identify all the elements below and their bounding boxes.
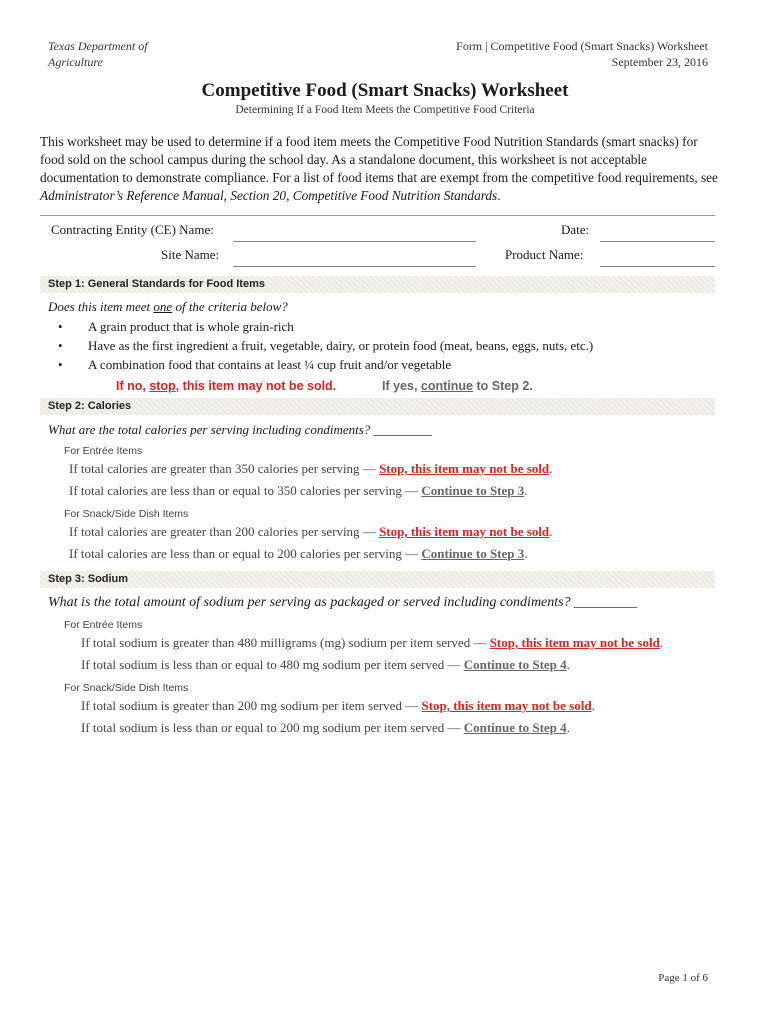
step1-question-pre: Does this item meet bbox=[48, 299, 154, 314]
step3-question: What is the total amount of sodium per serving as packaged or served including condiments? _________ bbox=[48, 595, 638, 610]
intro-reference: Administrator’s Reference Manual, Section 20, Competitive Food Nutrition Standards bbox=[40, 188, 498, 203]
form-title: Form | Competitive Food (Smart Snacks) Worksheet bbox=[456, 39, 708, 53]
period: . bbox=[524, 483, 528, 498]
period: . bbox=[591, 698, 595, 713]
continue-text: Continue to Step 3 bbox=[421, 546, 525, 561]
period: . bbox=[549, 524, 553, 539]
intro-end: . bbox=[497, 188, 501, 203]
stop-text: Stop, this item may not be sold bbox=[489, 635, 660, 650]
product-name-input[interactable] bbox=[600, 266, 715, 267]
list-item bbox=[58, 357, 451, 373]
bullet-text: A combination food that contains at least ¼ cup fruit and/or vegetable bbox=[88, 357, 452, 372]
bullet-icon: • bbox=[58, 338, 63, 353]
agency-line-1: Texas Department of bbox=[48, 39, 148, 53]
criterion-text: If total sodium is greater than 480 milligrams (mg) sodium per item served — bbox=[81, 635, 490, 650]
step2-snack-le bbox=[69, 546, 528, 562]
criterion-text: If total sodium is less than or equal to 480 mg sodium per item served — bbox=[81, 657, 464, 672]
list-item bbox=[58, 338, 593, 354]
period: . bbox=[566, 720, 570, 735]
bullet-text: A grain product that is whole grain-rich bbox=[88, 319, 294, 334]
step3-snack-gt bbox=[81, 698, 595, 714]
criterion-text: If total sodium is less than or equal to 200 mg sodium per item served — bbox=[81, 720, 461, 735]
page-number: Page 1 of 6 bbox=[658, 972, 708, 984]
date-label: Date: bbox=[561, 222, 590, 237]
date-input[interactable] bbox=[600, 241, 715, 242]
step3-snack-le bbox=[81, 720, 570, 736]
stop-text: Stop, this item may not be sold bbox=[379, 461, 550, 476]
divider bbox=[40, 215, 715, 216]
step1-header: Step 1: General Standards for Food Items bbox=[40, 276, 715, 293]
step1-no-outcome bbox=[116, 379, 336, 393]
yes-suffix: to Step 2. bbox=[473, 379, 533, 393]
agency-line-2: Agriculture bbox=[48, 55, 103, 69]
step1-question-emphasis: one bbox=[153, 299, 173, 314]
continue-link: continue bbox=[420, 379, 474, 393]
criterion-text: If total calories are greater than 350 calories per serving — bbox=[69, 461, 380, 476]
period: . bbox=[659, 635, 664, 650]
intro-text: This worksheet may be used to determine if a food item meets the Competitive Food Nutrition Standards (smart snacks) for food sold on the school campus during the school day. As a standalone document, this worksheet is not acceptable documentation to demonstrate compliance. For a list of food items that are exempt from the competitive food requirements, see bbox=[40, 134, 718, 185]
period: . bbox=[549, 461, 553, 476]
list-item bbox=[58, 319, 294, 335]
step3-header: Step 3: Sodium bbox=[40, 571, 715, 588]
bullet-text: Have as the first ingredient a fruit, vegetable, dairy, or protein food (meat, beans, eggs, nuts, etc.) bbox=[88, 338, 594, 353]
step2-question: What are the total calories per serving including condiments? _________ bbox=[48, 422, 433, 437]
step1-question bbox=[48, 299, 288, 315]
yes-prefix: If yes, bbox=[382, 379, 421, 393]
step2-header: Step 2: Calories bbox=[40, 398, 715, 415]
page-title: Competitive Food (Smart Snacks) Worksheet bbox=[201, 80, 569, 101]
ce-name-label: Contracting Entity (CE) Name: bbox=[51, 222, 214, 237]
intro-paragraph bbox=[40, 133, 720, 205]
step3-snack-label: For Snack/Side Dish Items bbox=[64, 682, 189, 694]
period: . bbox=[566, 657, 570, 672]
stop-text: Stop, this item may not be sold bbox=[379, 524, 550, 539]
bullet-icon: • bbox=[58, 319, 63, 334]
product-name-label: Product Name: bbox=[505, 247, 584, 262]
step2-entree-label: For Entrée Items bbox=[64, 445, 143, 457]
no-prefix: If no, bbox=[116, 379, 150, 393]
step2-entree-gt bbox=[69, 461, 552, 477]
site-name-input[interactable] bbox=[233, 266, 476, 267]
stop-text: Stop, this item may not be sold bbox=[421, 698, 592, 713]
step3-entree-gt bbox=[81, 635, 663, 651]
agency-name bbox=[48, 38, 148, 70]
ce-name-input[interactable] bbox=[233, 241, 476, 242]
criterion-text: If total calories are less than or equal to 350 calories per serving — bbox=[69, 483, 422, 498]
period: . bbox=[524, 546, 528, 561]
form-date: September 23, 2016 bbox=[611, 55, 708, 69]
criterion-text: If total sodium is greater than 200 mg sodium per item served — bbox=[81, 698, 422, 713]
site-name-label: Site Name: bbox=[161, 247, 220, 262]
step2-entree-le bbox=[69, 483, 528, 499]
page-subtitle: Determining If a Food Item Meets the Competitive Food Criteria bbox=[235, 104, 535, 116]
form-header bbox=[456, 38, 708, 70]
step2-snack-label: For Snack/Side Dish Items bbox=[64, 508, 189, 520]
criterion-text: If total calories are greater than 200 calories per serving — bbox=[69, 524, 380, 539]
bullet-icon: • bbox=[58, 357, 63, 372]
continue-text: Continue to Step 3 bbox=[421, 483, 525, 498]
stop-link: stop bbox=[149, 379, 176, 393]
step3-entree-label: For Entrée Items bbox=[64, 619, 143, 631]
step1-yes-outcome bbox=[382, 379, 533, 393]
criterion-text: If total calories are less than or equal to 200 calories per serving — bbox=[69, 546, 422, 561]
step3-entree-le bbox=[81, 657, 570, 673]
no-suffix: , this item may not be sold. bbox=[175, 379, 337, 393]
continue-text: Continue to Step 4 bbox=[463, 720, 567, 735]
step1-question-post: of the criteria below? bbox=[172, 299, 288, 314]
continue-text: Continue to Step 4 bbox=[463, 657, 567, 672]
step2-snack-gt bbox=[69, 524, 552, 540]
